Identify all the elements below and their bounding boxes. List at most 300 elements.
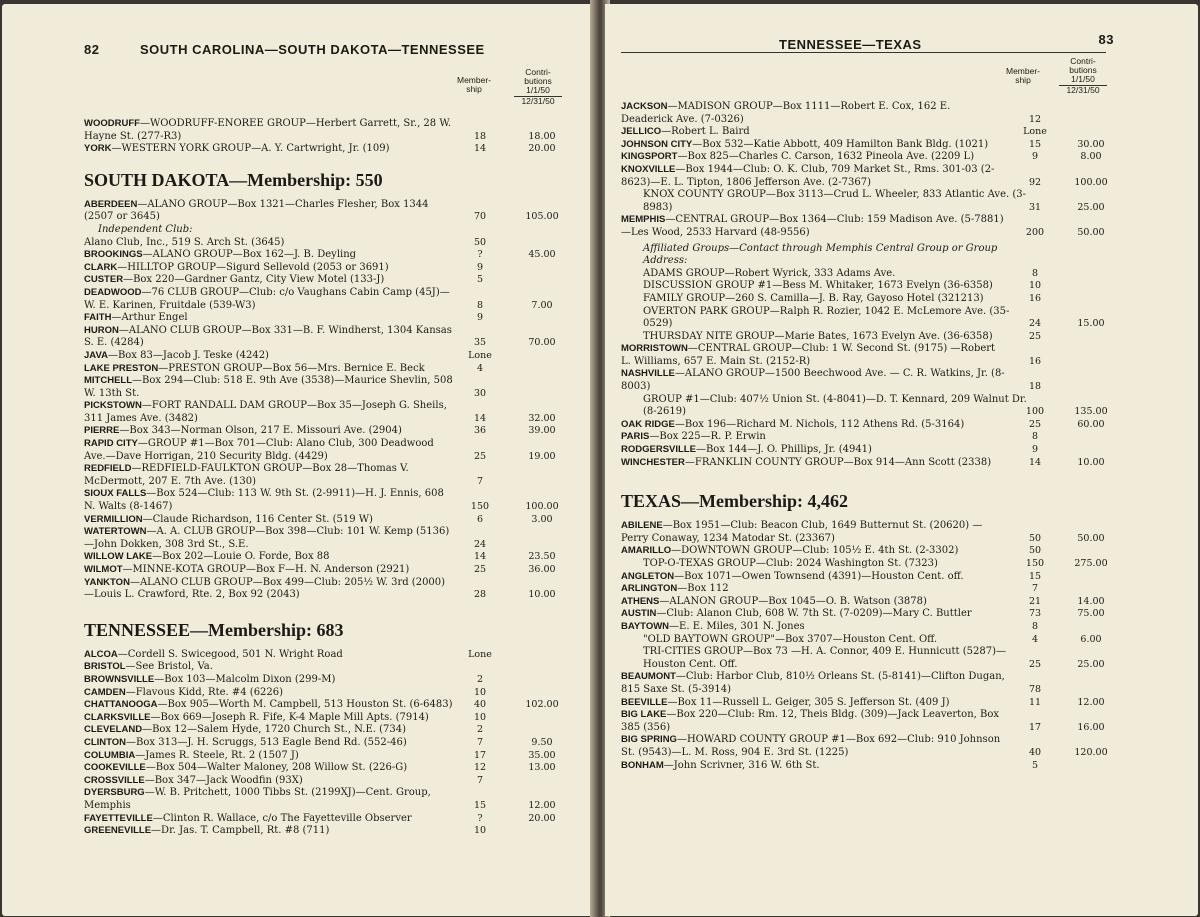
directory-entry xyxy=(621,431,1106,444)
entry-detail: TOP-O-TEXAS GROUP—Club: 2024 Washington St. (7323) xyxy=(643,558,938,569)
entry-text xyxy=(84,325,454,350)
entry-detail: —Clinton R. Wallace, c/o The Fayetteville Observer xyxy=(152,812,412,824)
membership-value: 8 xyxy=(1031,267,1039,279)
entry-text xyxy=(621,139,1005,152)
entry-detail: KNOX COUNTY GROUP—Box 3113—Crud L. Wheeler, 833 Atlantic Ave. (3-8983) xyxy=(643,189,1026,213)
contribution-value: 25.00 xyxy=(1077,658,1105,670)
contribution-value: 32.00 xyxy=(528,412,556,424)
entry-text xyxy=(621,596,1005,609)
place-name: AMARILLO xyxy=(621,545,672,557)
running-title: TENNESSEE—TEXAS xyxy=(779,37,922,52)
directory-entry xyxy=(621,583,1106,596)
entry-detail: TRI-CITIES GROUP—Box 73 —H. A. Connor, 409 E. Hunnicutt (5287)—Houston Cent. Off. xyxy=(643,646,1006,670)
entry-text xyxy=(621,189,1027,214)
place-name: SIOUX FALLS xyxy=(84,488,147,500)
place-name: CLARK xyxy=(84,261,118,273)
entry-text xyxy=(84,712,454,725)
membership-value: 12 xyxy=(1028,113,1042,125)
entry-text xyxy=(84,514,454,527)
entry-text xyxy=(84,199,454,224)
entry-text xyxy=(621,608,1005,621)
membership-value: 92 xyxy=(1028,176,1042,188)
contributions-label: Contri-butions 1/1/50 xyxy=(524,67,552,95)
contribution-value: 23.50 xyxy=(528,551,556,563)
place-name: PIERRE xyxy=(84,425,120,437)
entry-detail: —Box 1944—Club: O. K. Club, 709 Market St., Rms. 301-03 (2-8623)—E. L. Tipton, 1806 Jefferson Ave. (2-7367) xyxy=(621,163,995,188)
contribution-value: 7.00 xyxy=(531,299,553,311)
directory-entry xyxy=(84,577,569,602)
entries-tennessee xyxy=(84,649,569,838)
contribution-value: 25.00 xyxy=(1077,201,1105,213)
membership-value: 9 xyxy=(476,312,484,324)
entry-text xyxy=(621,444,1005,457)
entry-text xyxy=(621,571,1005,584)
place-name: MITCHELL xyxy=(84,375,133,387)
entry-detail: —ALANON GROUP—Box 1045—O. B. Watson (3878) xyxy=(659,595,927,607)
place-name: CUSTER xyxy=(84,274,124,286)
entry-detail: —Claude Richardson, 116 Center St. (519 W) xyxy=(142,513,373,525)
entry-text xyxy=(621,394,1027,419)
directory-entry xyxy=(621,101,1106,126)
directory-entry xyxy=(621,760,1106,773)
entry-detail: ADAMS GROUP—Robert Wyrick, 333 Adams Ave. xyxy=(643,267,896,279)
place-name: WINCHESTER xyxy=(621,456,685,468)
membership-value: 14 xyxy=(1028,456,1042,468)
entry-detail: THURSDAY NITE GROUP—Marie Bates, 1673 Evelyn Ave. (36-6358) xyxy=(643,330,993,342)
entry-detail: —See Bristol, Va. xyxy=(125,661,213,673)
entry-detail: —WESTERN YORK GROUP—A. Y. Cartwright, Jr. (109) xyxy=(111,143,390,155)
place-name: ARLINGTON xyxy=(621,583,678,595)
contribution-value: 102.00 xyxy=(525,699,559,711)
entry-text xyxy=(621,331,1027,344)
contributions-header xyxy=(514,68,562,106)
affiliated-note: Affiliated Groups—Contact through Memphis Central Group or Group Address: xyxy=(643,242,998,267)
entry-text xyxy=(84,463,454,488)
entry-detail: OVERTON PARK GROUP—Ralph R. Rozier, 1042 E. McLemore Ave. (35-0529) xyxy=(643,305,1010,330)
entry-detail: —Box 1071—Owen Townsend (4391)—Houston Cent. off. xyxy=(674,570,964,582)
directory-entry xyxy=(84,551,569,564)
place-name: CHATTANOOGA xyxy=(84,699,158,711)
place-name: RAPID CITY xyxy=(84,438,138,450)
entry-text xyxy=(84,438,454,463)
place-name: COOKEVILLE xyxy=(84,762,146,774)
directory-entry xyxy=(84,199,569,224)
entry-detail: —Box 103—Malcolm Dixon (299-M) xyxy=(154,673,336,685)
entry-text xyxy=(621,280,1027,293)
membership-value: 25 xyxy=(1028,418,1042,430)
place-name: BIG LAKE xyxy=(621,709,667,721)
entry-text xyxy=(621,671,1005,696)
place-name: NASHVILLE xyxy=(621,368,675,380)
place-name: BRISTOL xyxy=(84,661,126,673)
entry-detail: —Box 524—Club: 113 W. 9th St. (2-9911)—H. J. Ennis, 608 N. Walts (8-1467) xyxy=(84,488,444,513)
contribution-value: 10.00 xyxy=(1077,456,1105,468)
contribution-value: 18.00 xyxy=(528,130,556,142)
section-title-texas: TEXAS—Membership: 4,462 xyxy=(621,491,849,512)
membership-header: Member-ship xyxy=(1005,66,1040,85)
place-name: COLUMBIA xyxy=(84,749,136,761)
directory-entry xyxy=(84,249,569,262)
membership-header: Member-ship xyxy=(456,75,491,94)
membership-value: 17 xyxy=(1028,721,1042,733)
entries-texas xyxy=(621,520,1106,772)
directory-entry xyxy=(621,634,1106,647)
contribution-value: 36.00 xyxy=(528,564,556,575)
directory-entry xyxy=(84,363,569,376)
directory-entry xyxy=(84,825,569,838)
membership-value: 15 xyxy=(1028,570,1042,582)
entry-text xyxy=(84,737,454,750)
running-head xyxy=(84,42,569,60)
place-name: LAKE PRESTON xyxy=(84,362,159,374)
membership-value: 18 xyxy=(1028,381,1042,393)
contribution-value: 75.00 xyxy=(1077,608,1105,620)
entry-detail: —Box 144—J. O. Phillips, Jr. (4941) xyxy=(695,444,872,456)
place-name: BAYTOWN xyxy=(621,620,670,632)
entry-detail: —REDFIELD-FAULKTON GROUP—Box 28—Thomas V. McDermott, 207 E. 7th Ave. (130) xyxy=(84,463,409,487)
membership-value: 4 xyxy=(476,362,484,374)
place-name: CLARKSVILLE xyxy=(84,711,151,723)
entry-text xyxy=(621,343,1005,368)
directory-entry xyxy=(84,775,569,788)
entry-detail: —Box 343—Norman Olson, 217 E. Missouri Ave. (2904) xyxy=(119,425,402,437)
place-name: YORK xyxy=(84,143,112,155)
directory-entry xyxy=(84,514,569,527)
directory-entry xyxy=(84,526,569,551)
entries-top xyxy=(84,118,569,156)
membership-value: 17 xyxy=(473,749,487,761)
contribution-value: 8.00 xyxy=(1080,151,1102,163)
membership-value: 14 xyxy=(473,143,487,155)
entry-text xyxy=(621,520,1005,545)
membership-value: 10 xyxy=(473,825,487,837)
entry-text xyxy=(84,825,454,838)
membership-value: Lone xyxy=(468,349,492,361)
entry-text xyxy=(84,661,454,674)
directory-entry xyxy=(621,419,1106,432)
entry-detail: "OLD BAYTOWN GROUP"—Box 3707—Houston Cent. Off. xyxy=(643,633,938,645)
contribution-value: 10.00 xyxy=(528,589,556,601)
membership-value: 78 xyxy=(1028,683,1042,695)
directory-entry xyxy=(84,237,569,250)
directory-entry xyxy=(84,750,569,763)
entry-detail: —John Scrivner, 316 W. 6th St. xyxy=(663,759,820,771)
section-title-tennessee: TENNESSEE—Membership: 683 xyxy=(84,619,344,640)
entry-detail: —Box 313—J. H. Scruggs, 513 Eagle Bend Rd. (552-46) xyxy=(126,736,407,748)
place-name: MEMPHIS xyxy=(621,214,666,226)
place-name: JOHNSON CITY xyxy=(621,138,693,150)
contribution-value: 12.00 xyxy=(1077,696,1105,708)
directory-entry xyxy=(84,425,569,438)
place-name: ATHENS xyxy=(621,595,660,607)
membership-value: ? xyxy=(477,812,483,824)
membership-value: 9 xyxy=(1031,444,1039,456)
place-name: ANGLETON xyxy=(621,570,675,582)
contribution-value: 70.00 xyxy=(528,337,556,349)
place-name: BONHAM xyxy=(621,759,664,771)
place-name: PARIS xyxy=(621,431,650,443)
directory-entry xyxy=(84,649,569,662)
place-name: YANKTON xyxy=(84,576,130,588)
directory-entry xyxy=(621,293,1106,306)
contribution-value: 45.00 xyxy=(528,249,556,261)
entry-detail: Independent Club: xyxy=(98,223,193,235)
contributions-label: Contri-butions 1/1/50 xyxy=(1069,56,1097,84)
place-name: JAVA xyxy=(84,349,108,361)
entry-text xyxy=(621,306,1027,331)
entry-detail: —Box 12—Salem Hyde, 1720 Church St., N.E. (734) xyxy=(142,724,407,736)
place-name: ABILENE xyxy=(621,520,663,532)
directory-entry xyxy=(621,646,1106,671)
membership-value: 35 xyxy=(473,337,487,349)
contribution-value: 9.50 xyxy=(531,736,553,748)
place-name: CAMDEN xyxy=(84,686,126,698)
entry-text xyxy=(84,425,454,438)
directory-entry xyxy=(621,151,1106,164)
entry-detail: Alano Club, Inc., 519 S. Arch St. (3645) xyxy=(84,236,285,248)
membership-value: 150 xyxy=(1025,558,1045,569)
column-headers xyxy=(84,60,569,118)
place-name: FAITH xyxy=(84,312,112,324)
page-number: 83 xyxy=(1098,32,1114,47)
entry-detail: —Club: Harbor Club, 810½ Orleans St. (5-8141)—Clifton Dugan, 815 Saxe St. (5-3914) xyxy=(621,671,1005,695)
entry-text xyxy=(84,649,454,662)
entries-tennessee-cont2 xyxy=(621,343,1106,469)
directory-entry xyxy=(84,674,569,687)
place-name: HURON xyxy=(84,324,119,336)
directory-entry xyxy=(621,189,1106,214)
place-name: BROWNSVILLE xyxy=(84,673,155,685)
directory-entry xyxy=(621,709,1106,734)
contribution-value: 50.00 xyxy=(1077,226,1105,238)
directory-entry xyxy=(84,813,569,826)
membership-value: 30 xyxy=(473,387,487,399)
contribution-value: 6.00 xyxy=(1080,633,1102,645)
membership-value: 40 xyxy=(1028,746,1042,758)
membership-value: 36 xyxy=(473,425,487,437)
entry-detail: —FRANKLIN COUNTY GROUP—Box 914—Ann Scott (2338) xyxy=(684,456,992,468)
directory-entry xyxy=(621,139,1106,152)
membership-value: 4 xyxy=(1031,633,1039,645)
entry-detail: —Box 220—Club: Rm. 12, Theis Bldg. (309)—Jack Leaverton, Box 385 (356) xyxy=(621,709,1000,733)
place-name: FAYETTEVILLE xyxy=(84,812,153,824)
directory-entry xyxy=(621,734,1106,759)
contribution-value: 15.00 xyxy=(1077,318,1105,330)
entry-text xyxy=(621,634,1027,647)
entry-detail: —CENTRAL GROUP—Club: 1 W. Second St. (9175) —Robert L. Williams, 657 E. Main St. (2152-R) xyxy=(621,343,996,367)
membership-value: 7 xyxy=(1031,583,1039,595)
entry-detail: —HOWARD COUNTY GROUP #1—Box 692—Club: 910 Johnson St. (9543)—L. M. Ross, 904 E. 3rd St. (1225) xyxy=(621,734,1001,758)
entry-detail: —Box 196—Richard M. Nichols, 112 Athens Rd. (5-3164) xyxy=(674,418,965,430)
place-name: ABERDEEN xyxy=(84,198,138,210)
membership-value: 12 xyxy=(473,762,487,774)
place-name: MORRISTOWN xyxy=(621,343,688,355)
membership-value: 21 xyxy=(1028,595,1042,607)
entry-detail: —A. A. CLUB GROUP—Box 398—Club: 101 W. Kemp (5136)—John Dokken, 308 3rd St., S.E. xyxy=(84,526,450,550)
membership-value: 7 xyxy=(476,736,484,748)
directory-entry xyxy=(621,444,1106,457)
entry-text xyxy=(84,787,454,812)
place-name: OAK RIDGE xyxy=(621,418,675,430)
contribution-value: 30.00 xyxy=(1077,138,1105,150)
directory-entry xyxy=(84,438,569,463)
entry-text xyxy=(621,583,1005,596)
contribution-value: 14.00 xyxy=(1077,595,1105,607)
entry-detail: —FORT RANDALL DAM GROUP—Box 35—Joseph G. Sheils, 311 James Ave. (3482) xyxy=(84,400,447,424)
entry-text xyxy=(84,699,454,712)
contribution-value: 13.00 xyxy=(528,762,556,774)
entry-text xyxy=(84,762,454,775)
entry-detail: —CENTRAL GROUP—Box 1364—Club: 159 Madison Ave. (5-7881)—Les Wood, 2533 Harvard (48-9556) xyxy=(621,214,1004,238)
place-name: ALCOA xyxy=(84,648,118,660)
entry-text xyxy=(621,621,1005,634)
entry-detail: —E. E. Miles, 301 N. Jones xyxy=(669,620,805,632)
membership-value: 200 xyxy=(1025,226,1045,238)
entry-detail: —PRESTON GROUP—Box 56—Mrs. Bernice E. Beck xyxy=(158,362,425,374)
entry-text xyxy=(621,268,1027,281)
directory-entry xyxy=(84,699,569,712)
entry-text xyxy=(84,813,454,826)
entry-detail: —James R. Steele, Rt. 2 (1507 J) xyxy=(135,749,299,761)
entry-detail: —Box 905—Worth M. Campbell, 513 Houston St. (6-6483) xyxy=(157,699,453,711)
entry-detail: —Robert L. Baird xyxy=(661,126,750,138)
column-headers xyxy=(621,53,1106,101)
entry-text xyxy=(84,224,468,237)
entry-detail: —Cordell S. Swicegood, 501 N. Wright Road xyxy=(117,648,343,660)
contribution-value: 50.00 xyxy=(1077,532,1105,544)
directory-entry xyxy=(84,687,569,700)
entry-detail: —Box 294—Club: 518 E. 9th Ave (3538)—Maurice Shevlin, 508 W. 13th St. xyxy=(84,375,453,399)
entry-text xyxy=(84,724,454,737)
directory-entry xyxy=(84,737,569,750)
entry-text xyxy=(84,400,454,425)
membership-value: 70 xyxy=(473,211,487,223)
entry-text xyxy=(621,545,1005,558)
entry-detail: —GROUP #1—Box 701—Club: Alano Club, 300 Deadwood Ave.—Dave Horrigan, 210 Security Bldg. (4429) xyxy=(84,438,434,462)
membership-value: 6 xyxy=(476,513,484,525)
entries-tennessee-cont xyxy=(621,101,1106,240)
entry-detail: —W. B. Pritchett, 1000 Tibbs St. (2199XJ)—Cent. Group, Memphis xyxy=(84,787,431,811)
directory-entry xyxy=(84,564,569,577)
directory-entry xyxy=(621,545,1106,558)
entry-detail: —ALANO CLUB GROUP—Box 499—Club: 205½ W. 3rd (2000)—Louis L. Crawford, Rte. 2, Box 92 (2043) xyxy=(84,576,446,601)
place-name: AUSTIN xyxy=(621,608,657,620)
right-page xyxy=(605,4,1198,916)
entry-text xyxy=(621,368,1005,393)
entry-text xyxy=(84,775,454,788)
contribution-value: 100.00 xyxy=(1074,176,1108,188)
entry-text xyxy=(84,274,454,287)
directory-entry xyxy=(621,164,1106,189)
entry-text xyxy=(621,457,1005,470)
directory-entry xyxy=(84,463,569,488)
directory-entry xyxy=(621,343,1106,368)
membership-value: 11 xyxy=(1028,696,1042,708)
entry-detail: —Box 11—Russell L. Geiger, 305 S. Jefferson St. (409 J) xyxy=(667,696,950,708)
entry-text xyxy=(621,646,1027,671)
entry-detail: —Box 347—Jack Woodfin (93X) xyxy=(144,774,303,786)
directory-entry xyxy=(84,724,569,737)
entry-text xyxy=(621,126,1005,139)
entry-detail: —MINNE-KOTA GROUP—Box F—H. N. Anderson (2921) xyxy=(122,564,410,575)
entries-affiliated xyxy=(621,268,1106,344)
directory-entry xyxy=(84,274,569,287)
membership-value: 15 xyxy=(1028,138,1042,150)
place-name: CROSSVILLE xyxy=(84,774,145,786)
directory-entry xyxy=(84,400,569,425)
entry-text xyxy=(84,312,454,325)
entry-detail: —Box 202—Louie O. Forde, Box 88 xyxy=(152,551,330,563)
entry-detail: GROUP #1—Club: 407½ Union St. (4-8041)—D. T. Kennard, 209 Walnut Dr. (8-2619) xyxy=(643,393,1027,418)
contribution-value: 3.00 xyxy=(531,513,553,525)
entry-detail: —Box 825—Charles C. Carson, 1632 Pineola Ave. (2209 L) xyxy=(677,151,975,163)
page-number: 82 xyxy=(84,42,100,57)
entry-detail: —DOWNTOWN GROUP—Club: 105½ E. 4th St. (2-3302) xyxy=(671,545,959,557)
membership-value: 18 xyxy=(473,130,487,142)
entries-south-dakota xyxy=(84,199,569,602)
directory-entry xyxy=(84,661,569,674)
entry-detail: —WOODRUFF-ENOREE GROUP—Herbert Garrett, Sr., 28 W. Hayne St. (277-R3) xyxy=(84,118,452,142)
membership-value: 8 xyxy=(1031,431,1039,443)
entry-text xyxy=(84,118,454,143)
place-name: JELLICO xyxy=(621,126,662,138)
place-name: WILMOT xyxy=(84,564,123,575)
entry-detail: —Flavous Kidd, Rte. #4 (6226) xyxy=(125,686,284,698)
membership-value: Lone xyxy=(1023,126,1047,138)
membership-value: 100 xyxy=(1025,406,1045,418)
directory-entry xyxy=(621,671,1106,696)
entry-detail: —HILLTOP GROUP—Sigurd Sellevold (2053 or 3691) xyxy=(117,261,389,273)
entry-text xyxy=(84,577,454,602)
entry-detail: FAMILY GROUP—260 S. Camilla—J. B. Ray, Gayoso Hotel (321213) xyxy=(643,292,984,304)
place-name: BROOKINGS xyxy=(84,249,143,261)
directory-entry xyxy=(621,331,1106,344)
entry-text xyxy=(84,237,454,250)
directory-entry xyxy=(84,325,569,350)
membership-value: 31 xyxy=(1028,201,1042,213)
entry-detail: —Arthur Engel xyxy=(111,312,188,324)
entry-detail: —Box 220—Gardner Gantz, City View Motel (133-J) xyxy=(123,274,385,286)
place-name: CLEVELAND xyxy=(84,724,143,736)
membership-value: 40 xyxy=(473,699,487,711)
place-name: KINGSPORT xyxy=(621,151,678,163)
entry-text xyxy=(621,151,1005,164)
directory-entry xyxy=(621,126,1106,139)
entry-detail: —Box 83—Jacob J. Teske (4242) xyxy=(107,349,269,361)
membership-value: 24 xyxy=(1028,318,1042,330)
place-name: GREENEVILLE xyxy=(84,825,152,837)
entry-text xyxy=(621,419,1005,432)
place-name: RODGERSVILLE xyxy=(621,444,696,456)
entry-detail: —MADISON GROUP—Box 1111—Robert E. Cox, 162 E. Deaderick Ave. (7-0326) xyxy=(621,101,951,125)
entry-text xyxy=(84,350,454,363)
directory-entry xyxy=(621,268,1106,281)
entry-text xyxy=(84,750,454,763)
entry-text xyxy=(84,249,454,262)
entry-detail: —ALANO GROUP—Box 1321—Charles Flesher, Box 1344 (2507 or 3645) xyxy=(84,198,429,223)
membership-value: 5 xyxy=(476,274,484,286)
directory-entry xyxy=(621,621,1106,634)
entry-text xyxy=(84,687,454,700)
membership-value: 14 xyxy=(473,412,487,424)
membership-value: 16 xyxy=(1028,292,1042,304)
directory-entry xyxy=(621,394,1106,419)
membership-value: 150 xyxy=(470,501,490,513)
place-name: WATERTOWN xyxy=(84,526,147,538)
entry-text xyxy=(84,375,454,400)
contribution-value: 275.00 xyxy=(1074,558,1108,569)
membership-value: 25 xyxy=(1028,330,1042,342)
